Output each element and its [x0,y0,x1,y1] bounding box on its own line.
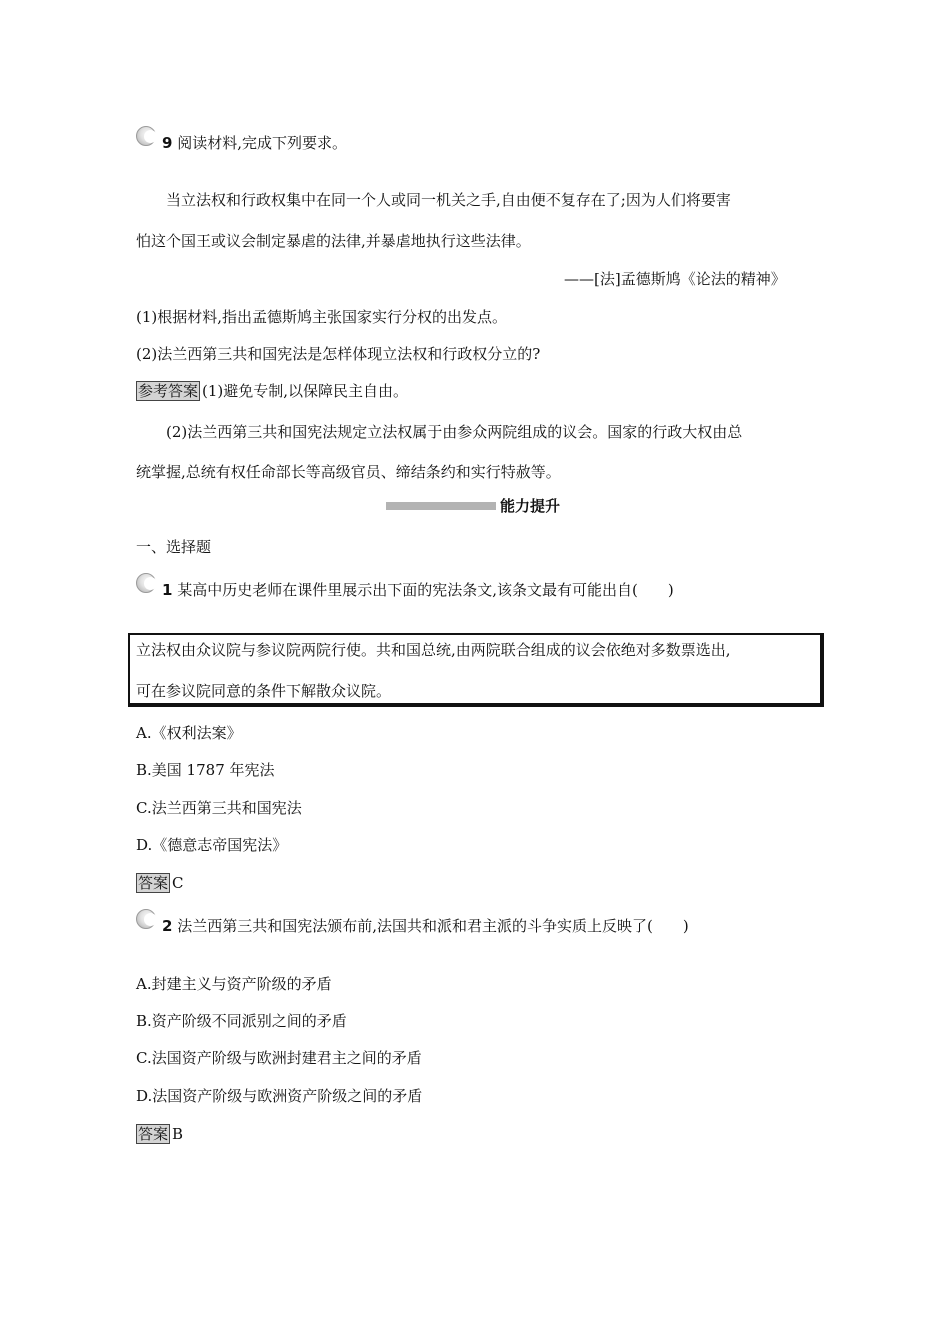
answer-label: 答案 [138,1125,169,1143]
material-line-1: 当立法权和行政权集中在同一个人或同一机关之手,自由便不复存在了;因为人们将要害 [166,191,731,209]
answer-value: C [172,874,184,892]
question-number: 1 [162,581,173,599]
reference-answer-1 [136,381,408,401]
excerpt-line-2: 可在参议院同意的条件下解散众议院。 [136,682,392,700]
answer-row [136,873,184,893]
question-marker-icon [136,909,156,929]
question-prompt: 阅读材料,完成下列要求。 [177,134,347,152]
sub-question-1: (1)根据材料,指出孟德斯鸠主张国家实行分权的出发点。 [136,308,508,326]
section-subtitle: 一、选择题 [136,538,212,556]
reference-answer-2-line-1: (2)法兰西第三共和国宪法规定立法权属于由参众两院组成的议会。国家的行政大权由总 [166,423,743,441]
question-marker-icon [136,573,156,593]
option-d: D.法国资产阶级与欧洲资产阶级之间的矛盾 [136,1087,423,1105]
reference-answer-label: 参考答案 [138,382,199,400]
answer-value: B [172,1125,184,1143]
option-b: B.资产阶级不同派别之间的矛盾 [136,1012,347,1030]
material-source: ——[法]孟德斯鸠《论法的精神》 [564,270,786,288]
section-title: 能力提升 [500,497,561,515]
option-d: D.《德意志帝国宪法》 [136,836,288,854]
option-a: A.《权利法案》 [136,724,242,742]
material-line-2: 怕这个国王或议会制定暴虐的法律,并暴虐地执行这些法律。 [136,232,531,250]
excerpt-line-1: 立法权由众议院与参议院两院行使。共和国总统,由两院联合组成的议会依绝对多数票选出, [136,641,731,659]
answer-text-1: (1)避免专制,以保障民主自由。 [202,382,409,400]
section-divider-bar [386,502,496,510]
question-prompt: 法兰西第三共和国宪法颁布前,法国共和派和君主派的斗争实质上反映了( ) [177,917,689,935]
option-c: C.法国资产阶级与欧洲封建君主之间的矛盾 [136,1049,422,1067]
question-prompt: 某高中历史老师在课件里展示出下面的宪法条文,该条文最有可能出自( ) [177,581,674,599]
question-9-header [162,133,347,153]
option-a: A.封建主义与资产阶级的矛盾 [136,975,332,993]
sub-question-2: (2)法兰西第三共和国宪法是怎样体现立法权和行政权分立的? [136,345,541,363]
question-2-header [162,916,689,936]
option-b: B.美国 1787 年宪法 [136,761,275,779]
option-c: C.法兰西第三共和国宪法 [136,799,302,817]
answer-row [136,1124,183,1144]
question-number: 9 [162,134,173,152]
answer-label: 答案 [138,874,169,892]
question-marker-icon [136,126,156,146]
question-1-header [162,580,674,600]
reference-answer-2-line-2: 统掌握,总统有权任命部长等高级官员、缔结条约和实行特赦等。 [136,463,561,481]
question-number: 2 [162,917,173,935]
